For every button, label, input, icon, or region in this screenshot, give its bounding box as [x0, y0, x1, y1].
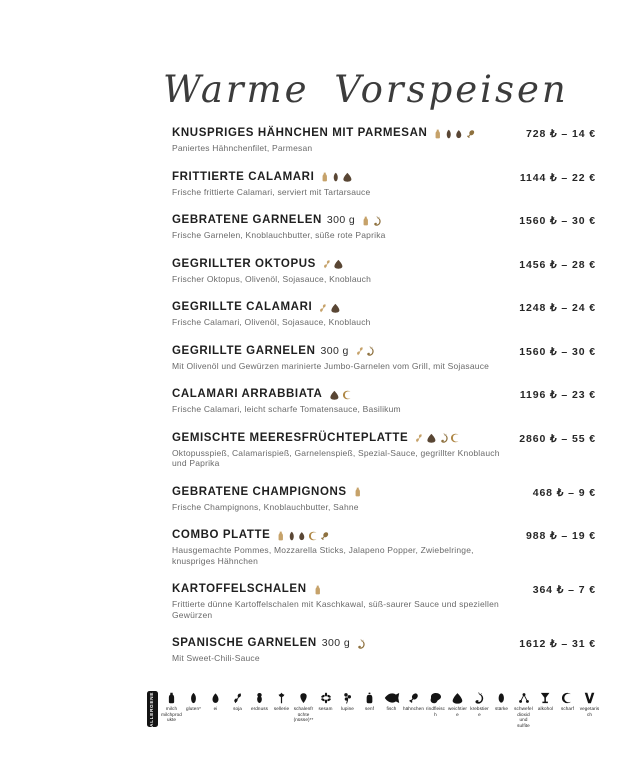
- soja-icon: [356, 346, 364, 356]
- milch-icon: [277, 531, 285, 541]
- dish-name: GEGRILLTER OKTOPUS: [172, 257, 316, 270]
- dish-price: 364 ₺ – 7 €: [532, 584, 596, 596]
- dish-allergen-icons: [319, 303, 340, 313]
- legend-entry-label: weichtiere: [447, 706, 468, 717]
- dish-title-row: [172, 432, 502, 445]
- dish-price: 1144 ₺ – 22 €: [519, 171, 596, 184]
- legend-entry-label: gluten*: [185, 706, 201, 711]
- menu-item: [172, 637, 596, 664]
- alkohol-icon: [540, 691, 550, 704]
- dish-allergen-icons: [323, 259, 344, 269]
- dish-weight: 300 g: [321, 637, 351, 649]
- legend-entry: [491, 691, 512, 712]
- legend-entry: [293, 691, 314, 723]
- legend-entry: [469, 691, 490, 717]
- legend-entry: [425, 691, 446, 717]
- dish-description: Frische Calamari, leicht scharfe Tomatensauce, Basilikum: [172, 404, 401, 414]
- legend-entry: [381, 691, 402, 712]
- menu-item-left: [172, 301, 371, 328]
- dish-price: 1196 ₺ – 23 €: [519, 389, 596, 401]
- soja-icon: [323, 259, 331, 269]
- lupine-icon: [343, 691, 352, 704]
- dish-title-row: [172, 127, 475, 140]
- dish-allergen-icons: [362, 216, 381, 226]
- dish-title-row: [172, 529, 502, 542]
- legend-entry-label: stärke: [494, 706, 509, 711]
- dish-price: 1560 ₺ – 30 €: [519, 345, 596, 358]
- dish-description: Paniertes Hähnchenfilet, Parmesan: [172, 143, 313, 153]
- dish-title-row: [172, 214, 386, 227]
- legend-entry-label: sellerie: [273, 706, 290, 711]
- dish-weight: 300 g: [320, 344, 349, 357]
- menu-item: [172, 127, 596, 154]
- legend-entry-label: soja: [233, 706, 242, 711]
- haehnchen-icon: [466, 129, 475, 139]
- legend-entry: [403, 691, 424, 712]
- soja-icon: [415, 433, 423, 443]
- legend-entry-label: ei: [213, 706, 218, 711]
- menu-item-left: [172, 214, 386, 241]
- gluten-icon: [445, 129, 453, 139]
- krebstiere-icon: [357, 639, 366, 649]
- dish-description: Mit Olivenöl und Gewürzen marinierte Jumbo-Garnelen vom Grill, mit Sojasauce: [172, 360, 490, 371]
- dish-description: Frische Calamari, Olivenöl, Sojasauce, Knoblauch: [172, 317, 371, 327]
- dish-name: GEGRILLTE CALAMARI: [172, 301, 313, 313]
- legend-entry: [161, 691, 182, 723]
- dish-description: Mit Sweet-Chili-Sauce: [172, 653, 260, 663]
- scharf-icon: [343, 390, 352, 400]
- legend-entry-label: sesam: [318, 706, 333, 711]
- dish-name: GEMISCHTE MEERESFRÜCHTEPLATTE: [172, 431, 409, 444]
- dish-allergen-icons: [357, 639, 366, 649]
- dish-price: 1560 ₺ – 30 €: [519, 215, 596, 227]
- legend-entries: [161, 691, 600, 729]
- sellerie-icon: [277, 691, 286, 704]
- dish-name: GEBRATENE GARNELEN: [172, 214, 322, 226]
- menu-item-left: [172, 171, 370, 198]
- legend-entry: [447, 691, 468, 717]
- dish-allergen-icons: [321, 172, 353, 182]
- weichtiere-icon: [329, 390, 340, 400]
- sulfite-icon: [518, 691, 530, 704]
- milch-icon: [434, 129, 442, 139]
- soja-icon: [319, 303, 327, 313]
- menu-item: [172, 345, 596, 372]
- legend-entry-label: rindfleisch: [425, 706, 446, 717]
- milch-icon: [354, 487, 362, 497]
- dish-description: Hausgemachte Pommes, Mozzarella Sticks, Jalapeno Popper, Zwiebelringe, knuspriges Hähnchen: [172, 545, 474, 566]
- dish-allergen-icons: [354, 487, 362, 497]
- krebstiere-icon: [440, 433, 449, 443]
- dish-name: SPANISCHE GARNELEN: [172, 637, 317, 649]
- dish-title-row: [172, 637, 366, 650]
- dish-price: 728 ₺ – 14 €: [525, 128, 596, 140]
- menu-item: [172, 583, 596, 620]
- dish-description: Frische Garnelen, Knoblauchbutter, süße rote Paprika: [172, 230, 386, 240]
- weichtiere-icon: [426, 433, 437, 443]
- legend-entry: [337, 691, 358, 712]
- menu-item: [172, 388, 596, 415]
- dish-allergen-icons: [314, 585, 322, 595]
- dish-description: Frittierte dünne Kartoffelschalen mit Kaschkawal, süß-saurer Sauce und speziellen Gewürzen: [172, 599, 499, 620]
- menu-item: [172, 486, 596, 513]
- dish-price: 1248 ₺ – 24 €: [519, 302, 596, 314]
- menu-item-left: [172, 637, 366, 664]
- legend-entry: [359, 691, 380, 712]
- page-title: Warme Vorspeisen: [163, 68, 569, 111]
- allergen-legend: [147, 691, 600, 729]
- menu-item-left: [172, 258, 371, 285]
- menu-item: [172, 432, 596, 469]
- dish-title-row: [172, 345, 489, 358]
- menu-item-left: [172, 345, 489, 372]
- dish-price: 1456 ₺ – 28 €: [519, 258, 596, 271]
- krebstiere-icon: [366, 346, 375, 356]
- gluten-icon: [288, 531, 296, 541]
- dish-name: COMBO PLATTE: [172, 529, 271, 541]
- gluten-icon: [189, 691, 198, 704]
- legend-entry: [249, 691, 270, 712]
- menu-item-left: [172, 432, 502, 469]
- legend-entry: [183, 691, 204, 712]
- dish-description: Frischer Oktopus, Olivenöl, Sojasauce, Knoblauch: [172, 273, 372, 284]
- ei-icon: [211, 691, 220, 704]
- soja-icon: [233, 691, 242, 704]
- weichtiere-icon: [342, 172, 353, 182]
- menu-list: [172, 127, 596, 681]
- legend-entry-label: senf: [364, 706, 375, 711]
- menu-item: [172, 258, 596, 285]
- ei-icon: [298, 531, 306, 541]
- dish-allergen-icons: [434, 129, 475, 139]
- milch-icon: [167, 691, 176, 704]
- dish-allergen-icons: [277, 531, 329, 541]
- weichtiere-icon: [451, 691, 464, 704]
- scharf-icon: [451, 433, 460, 443]
- dish-name: FRITTIERTE CALAMARI: [172, 170, 315, 183]
- menu-item: [172, 529, 596, 566]
- krebstiere-icon: [474, 691, 484, 704]
- dish-price: 468 ₺ – 9 €: [532, 486, 596, 499]
- legend-entry-label: hähnchen: [403, 706, 424, 711]
- menu-item-left: [172, 388, 401, 415]
- senf-icon: [365, 691, 374, 704]
- menu-item-left: [172, 127, 475, 154]
- dish-title-row: [172, 258, 371, 271]
- dish-title-row: [172, 301, 371, 314]
- fisch-icon: [384, 691, 400, 704]
- dish-title-row: [172, 486, 361, 499]
- dish-allergen-icons: [356, 346, 375, 356]
- milch-icon: [321, 172, 329, 182]
- legend-entry: [513, 691, 534, 729]
- legend-entry-label: vegetarisch: [579, 706, 600, 717]
- schalenfruechte-icon: [299, 691, 308, 704]
- dish-title-row: [172, 583, 502, 596]
- haehnchen-icon: [408, 691, 419, 704]
- dish-price: 1612 ₺ – 31 €: [519, 638, 596, 650]
- gluten-icon: [332, 172, 340, 182]
- dish-allergen-icons: [415, 433, 459, 443]
- dish-description: Frische Champignons, Knoblauchbutter, Sahne: [172, 501, 359, 512]
- legend-entry-label: schalenfrüchte (nüsse)**: [293, 706, 314, 723]
- legend-entry-label: erdnuss: [250, 706, 269, 711]
- milch-icon: [362, 216, 370, 226]
- dish-name: GEGRILLTE GARNELEN: [172, 344, 316, 357]
- weichtiere-icon: [330, 303, 341, 313]
- menu-item: [172, 301, 596, 328]
- legend-entry: [227, 691, 248, 712]
- legend-entry-label: fisch: [386, 706, 397, 711]
- menu-item: [172, 214, 596, 241]
- dish-title-row: [172, 388, 401, 401]
- dish-weight: 300 g: [326, 214, 356, 226]
- ei-icon: [455, 129, 463, 139]
- dish-name: KNUSPRIGES HÄHNCHEN MIT PARMESAN: [172, 127, 428, 139]
- rindfleisch-icon: [429, 691, 443, 704]
- allergene-badge-label: ALLERGENE: [150, 691, 155, 727]
- legend-entry: [535, 691, 556, 712]
- dish-allergen-icons: [329, 390, 351, 400]
- legend-entry: [271, 691, 292, 712]
- legend-entry-label: schwefeldioxid und sulfite: [514, 706, 533, 729]
- menu-item-left: [172, 486, 361, 513]
- legend-entry: [315, 691, 336, 712]
- scharf-icon: [309, 531, 318, 541]
- krebstiere-icon: [373, 216, 382, 226]
- legend-entry-label: lupine: [341, 706, 354, 711]
- erdnuss-icon: [255, 691, 264, 704]
- dish-price: 988 ₺ – 19 €: [525, 530, 596, 542]
- milch-icon: [314, 585, 322, 595]
- legend-entry: [557, 691, 578, 712]
- legend-entry-label: alkohol: [537, 706, 554, 711]
- dish-name: KARTOFFELSCHALEN: [172, 583, 307, 595]
- allergene-badge: [147, 691, 158, 727]
- sesam-icon: [320, 691, 332, 704]
- legend-entry: [579, 691, 600, 717]
- scharf-icon: [562, 691, 572, 704]
- dish-name: GEBRATENE CHAMPIGNONS: [172, 485, 347, 498]
- weichtiere-icon: [333, 259, 344, 269]
- dish-price: 2860 ₺ – 55 €: [519, 432, 596, 445]
- vegetarisch-icon: [584, 691, 595, 704]
- dish-description: Frische frittierte Calamari, serviert mit Tartarsauce: [172, 186, 371, 197]
- dish-name: CALAMARI ARRABBIATA: [172, 388, 323, 400]
- legend-entry-label: milch milchprodukte: [161, 706, 182, 723]
- menu-item-left: [172, 529, 502, 566]
- legend-entry-label: scharf: [560, 706, 575, 711]
- legend-entry-label: krebstiere: [470, 706, 489, 717]
- dish-description: Oktopusspieß, Calamarispieß, Garnelenspieß, Spezial-Sauce, gegrillter Knoblauch und Paprika: [172, 447, 500, 468]
- legend-entry: [205, 691, 226, 712]
- staerke-icon: [497, 691, 506, 704]
- haehnchen-icon: [320, 531, 329, 541]
- menu-item-left: [172, 583, 502, 620]
- menu-item: [172, 171, 596, 198]
- dish-title-row: [172, 171, 370, 184]
